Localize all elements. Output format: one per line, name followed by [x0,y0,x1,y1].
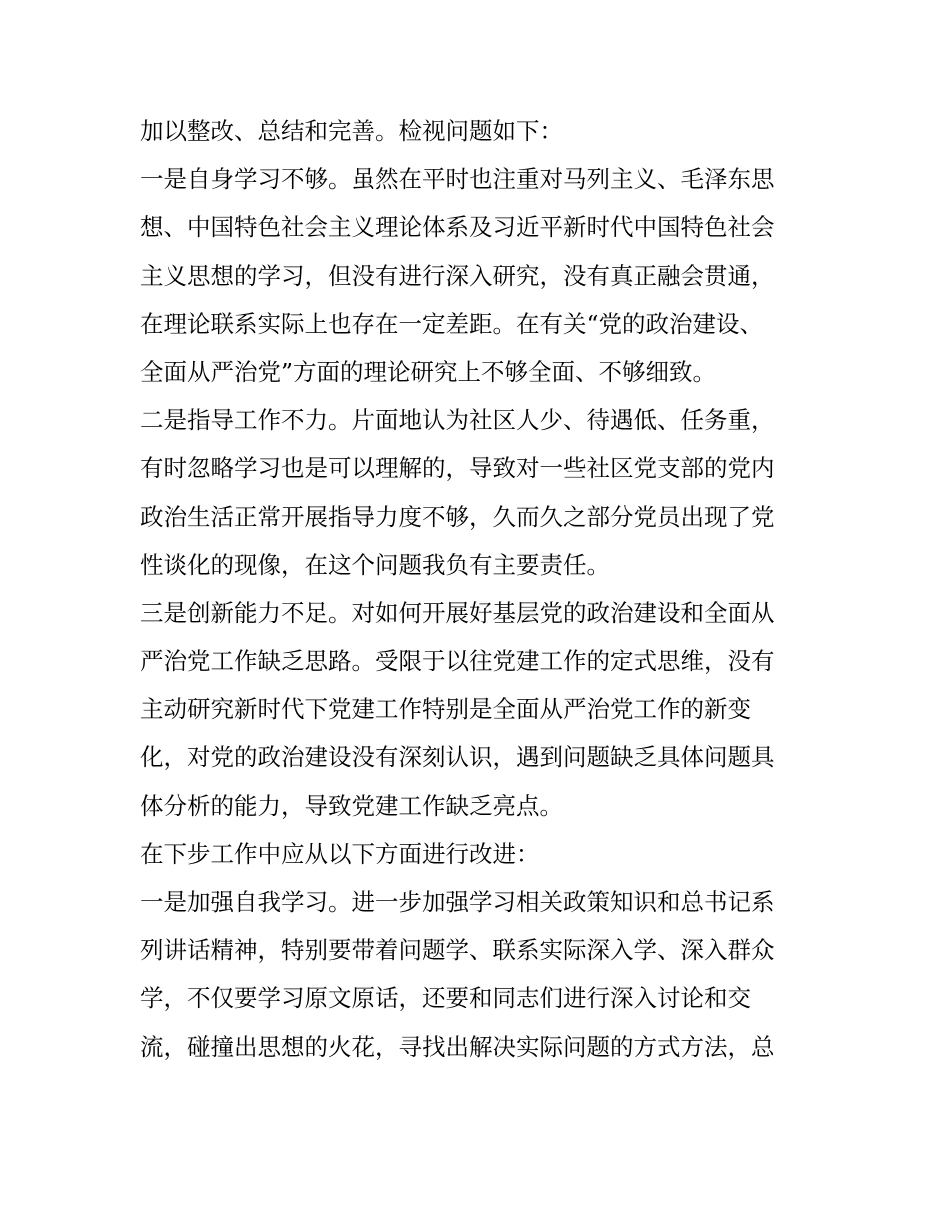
text-line: 化，对党的政治建设没有深刻认识，遇到问题缺乏具体问题具 [140,743,775,772]
text-line: 在下步工作中应从以下方面进行改进： [140,839,540,868]
text-line: 全面从严治党”方面的理论研究上不够全面、不够细致。 [140,357,717,386]
text-line: 流，碰撞出思想的火花，寻找出解决实际问题的方式方法，总 [140,1032,775,1061]
text-line: 主义思想的学习，但没有进行深入研究，没有真正融会贯通， [140,261,775,290]
text-line: 三是创新能力不足。对如何开展好基层党的政治建设和全面从 [140,598,775,627]
document-body [140,107,820,1071]
text-line: 一是自身学习不够。虽然在平时也注重对马列主义、毛泽东思 [140,165,775,194]
text-line: 一是加强自我学习。进一步加强学习相关政策知识和总书记系 [140,888,775,916]
text-line: 列讲话精神，特别要带着问题学、联系实际深入学、深入群众 [140,936,775,965]
text-line: 加以整改、总结和完善。检视问题如下： [140,117,563,145]
text-line: 学，不仅要学习原文原话，还要和同志们进行深入讨论和交 [140,984,751,1013]
text-line: 政治生活正常开展指导力度不够，久而久之部分党员出现了党 [140,502,775,531]
text-line: 在理论联系实际上也存在一定差距。在有关“党的政治建设、 [140,309,764,338]
text-line: 性谈化的现像，在这个问题我负有主要责任。 [140,550,610,579]
text-line: 想、中国特色社会主义理论体系及习近平新时代中国特色社会 [140,213,775,242]
text-line: 严治党工作缺乏思路。受限于以往党建工作的定式思维，没有 [140,647,775,676]
text-line: 二是指导工作不力。片面地认为社区人少、待遇低、任务重， [140,406,775,435]
text-line: 体分析的能力，导致党建工作缺乏亮点。 [140,791,563,820]
text-line: 有时忽略学习也是可以理解的，导致对一些社区党支部的党内 [140,454,775,483]
text-line: 主动研究新时代下党建工作特别是全面从严治党工作的新变 [140,695,751,724]
